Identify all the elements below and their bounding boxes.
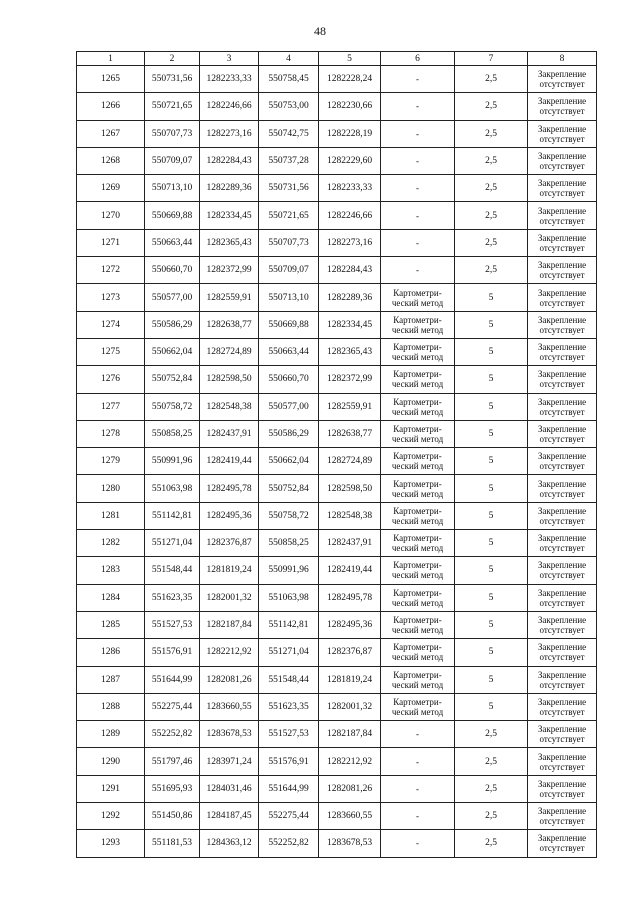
coord-cell: 550742,75: [259, 120, 319, 147]
coord-cell: 551271,04: [145, 530, 200, 557]
point-number-cell: 1266: [77, 93, 145, 120]
method-cell: Картометри-ческий метод: [381, 530, 455, 557]
point-number-cell: 1284: [77, 584, 145, 611]
coord-cell: 1282495,78: [319, 584, 381, 611]
note-cell: Закрепление отсутствует: [528, 311, 597, 338]
accuracy-cell: 2,5: [455, 257, 528, 284]
coord-cell: 1281819,24: [200, 557, 259, 584]
table-row: [77, 639, 597, 666]
coord-cell: 1282284,43: [319, 257, 381, 284]
method-cell: -: [381, 66, 455, 93]
coord-cell: 1282081,26: [319, 775, 381, 802]
point-number-cell: 1268: [77, 147, 145, 174]
coord-cell: 550758,45: [259, 66, 319, 93]
accuracy-cell: 2,5: [455, 93, 528, 120]
table-row: [77, 393, 597, 420]
coord-cell: 550713,10: [259, 284, 319, 311]
coord-cell: 1282233,33: [319, 175, 381, 202]
coord-cell: 1282495,36: [200, 502, 259, 529]
accuracy-cell: 5: [455, 666, 528, 693]
method-cell: -: [381, 147, 455, 174]
note-cell: Закрепление отсутствует: [528, 830, 597, 857]
coord-cell: 550669,88: [259, 311, 319, 338]
table-row: [77, 175, 597, 202]
coord-cell: 1282273,16: [200, 120, 259, 147]
coord-cell: 550663,44: [259, 338, 319, 365]
note-cell: Закрепление отсутствует: [528, 584, 597, 611]
coord-cell: 1282334,45: [319, 311, 381, 338]
method-cell: -: [381, 257, 455, 284]
column-header: 3: [200, 52, 259, 66]
coord-cell: 550662,04: [259, 448, 319, 475]
coord-cell: 1282376,87: [319, 639, 381, 666]
coord-cell: 550731,56: [259, 175, 319, 202]
note-cell: Закрепление отсутствует: [528, 147, 597, 174]
coord-cell: 1282289,36: [319, 284, 381, 311]
coord-cell: 1284031,46: [200, 775, 259, 802]
coord-cell: 1282187,84: [200, 611, 259, 638]
coord-cell: 1283971,24: [200, 748, 259, 775]
coord-cell: 1282334,45: [200, 202, 259, 229]
coord-cell: 1282228,24: [319, 66, 381, 93]
coordinates-table: [76, 51, 597, 858]
coord-cell: 551548,44: [259, 666, 319, 693]
accuracy-cell: 5: [455, 584, 528, 611]
point-number-cell: 1290: [77, 748, 145, 775]
table-row: [77, 338, 597, 365]
coord-cell: 1282559,91: [200, 284, 259, 311]
accuracy-cell: 2,5: [455, 120, 528, 147]
table-row: [77, 584, 597, 611]
coord-cell: 550713,10: [145, 175, 200, 202]
table-row: [77, 830, 597, 857]
coord-cell: 1282365,43: [200, 229, 259, 256]
coord-cell: 1284363,12: [200, 830, 259, 857]
coord-cell: 550709,07: [259, 257, 319, 284]
accuracy-cell: 5: [455, 448, 528, 475]
coord-cell: 551623,35: [259, 693, 319, 720]
coord-cell: 550663,44: [145, 229, 200, 256]
accuracy-cell: 2,5: [455, 721, 528, 748]
coord-cell: 1282437,91: [319, 530, 381, 557]
coord-cell: 1282187,84: [319, 721, 381, 748]
note-cell: Закрепление отсутствует: [528, 475, 597, 502]
method-cell: -: [381, 803, 455, 830]
table-row: [77, 202, 597, 229]
coord-cell: 550577,00: [259, 393, 319, 420]
method-cell: Картометри-ческий метод: [381, 393, 455, 420]
point-number-cell: 1285: [77, 611, 145, 638]
note-cell: Закрепление отсутствует: [528, 693, 597, 720]
coord-cell: 1282495,78: [200, 475, 259, 502]
note-cell: Закрепление отсутствует: [528, 639, 597, 666]
method-cell: Картометри-ческий метод: [381, 338, 455, 365]
table-row: [77, 257, 597, 284]
note-cell: Закрепление отсутствует: [528, 502, 597, 529]
point-number-cell: 1265: [77, 66, 145, 93]
accuracy-cell: 2,5: [455, 229, 528, 256]
coord-cell: 1282598,50: [200, 366, 259, 393]
coord-cell: 551623,35: [145, 584, 200, 611]
point-number-cell: 1277: [77, 393, 145, 420]
accuracy-cell: 5: [455, 557, 528, 584]
table-row: [77, 557, 597, 584]
table-row: [77, 611, 597, 638]
accuracy-cell: 5: [455, 693, 528, 720]
coord-cell: 1282001,32: [319, 693, 381, 720]
table-row: [77, 666, 597, 693]
accuracy-cell: 2,5: [455, 147, 528, 174]
coord-cell: 551644,99: [145, 666, 200, 693]
coord-cell: 551063,98: [259, 584, 319, 611]
coord-cell: 552275,44: [145, 693, 200, 720]
coord-cell: 551797,46: [145, 748, 200, 775]
column-header: 2: [145, 52, 200, 66]
coord-cell: 1282273,16: [319, 229, 381, 256]
coord-cell: 1282419,44: [319, 557, 381, 584]
note-cell: Закрепление отсутствует: [528, 366, 597, 393]
table-row: [77, 229, 597, 256]
coord-cell: 550991,96: [145, 448, 200, 475]
coord-cell: 550586,29: [259, 420, 319, 447]
note-cell: Закрепление отсутствует: [528, 557, 597, 584]
coord-cell: 1281819,24: [319, 666, 381, 693]
coord-cell: 1282284,43: [200, 147, 259, 174]
method-cell: -: [381, 93, 455, 120]
accuracy-cell: 2,5: [455, 175, 528, 202]
method-cell: Картометри-ческий метод: [381, 366, 455, 393]
coord-cell: 550707,73: [259, 229, 319, 256]
coord-cell: 1282228,19: [319, 120, 381, 147]
table-row: [77, 775, 597, 802]
accuracy-cell: 5: [455, 611, 528, 638]
note-cell: Закрепление отсутствует: [528, 448, 597, 475]
accuracy-cell: 2,5: [455, 66, 528, 93]
note-cell: Закрепление отсутствует: [528, 202, 597, 229]
column-header: 5: [319, 52, 381, 66]
coord-cell: 550586,29: [145, 311, 200, 338]
point-number-cell: 1282: [77, 530, 145, 557]
table-row: [77, 803, 597, 830]
note-cell: Закрепление отсутствует: [528, 420, 597, 447]
coord-cell: 1282437,91: [200, 420, 259, 447]
method-cell: Картометри-ческий метод: [381, 502, 455, 529]
accuracy-cell: 2,5: [455, 830, 528, 857]
coord-cell: 551695,93: [145, 775, 200, 802]
coord-cell: 550721,65: [145, 93, 200, 120]
coord-cell: 550858,25: [145, 420, 200, 447]
coord-cell: 1282376,87: [200, 530, 259, 557]
point-number-cell: 1287: [77, 666, 145, 693]
coord-cell: 550662,04: [145, 338, 200, 365]
coord-cell: 1282229,60: [319, 147, 381, 174]
point-number-cell: 1293: [77, 830, 145, 857]
coord-cell: 1282365,43: [319, 338, 381, 365]
method-cell: -: [381, 202, 455, 229]
accuracy-cell: 5: [455, 502, 528, 529]
coord-cell: 551063,98: [145, 475, 200, 502]
accuracy-cell: 5: [455, 366, 528, 393]
note-cell: Закрепление отсутствует: [528, 666, 597, 693]
accuracy-cell: 5: [455, 311, 528, 338]
table-row: [77, 475, 597, 502]
method-cell: Картометри-ческий метод: [381, 639, 455, 666]
coord-cell: 1284187,45: [200, 803, 259, 830]
column-header: 8: [528, 52, 597, 66]
note-cell: Закрепление отсутствует: [528, 66, 597, 93]
point-number-cell: 1278: [77, 420, 145, 447]
table-row: [77, 147, 597, 174]
coord-cell: 1282233,33: [200, 66, 259, 93]
point-number-cell: 1273: [77, 284, 145, 311]
coord-cell: 550660,70: [145, 257, 200, 284]
table-row: [77, 366, 597, 393]
accuracy-cell: 2,5: [455, 775, 528, 802]
coord-cell: 1282724,89: [319, 448, 381, 475]
note-cell: Закрепление отсутствует: [528, 721, 597, 748]
coord-cell: 550669,88: [145, 202, 200, 229]
coord-cell: 550758,72: [259, 502, 319, 529]
coord-cell: 1282289,36: [200, 175, 259, 202]
point-number-cell: 1286: [77, 639, 145, 666]
method-cell: Картометри-ческий метод: [381, 475, 455, 502]
point-number-cell: 1270: [77, 202, 145, 229]
accuracy-cell: 2,5: [455, 803, 528, 830]
coord-cell: 1282230,66: [319, 93, 381, 120]
coord-cell: 550660,70: [259, 366, 319, 393]
note-cell: Закрепление отсутствует: [528, 120, 597, 147]
note-cell: Закрепление отсутствует: [528, 748, 597, 775]
coord-cell: 550752,84: [259, 475, 319, 502]
coord-cell: 1282419,44: [200, 448, 259, 475]
coord-cell: 551142,81: [145, 502, 200, 529]
note-cell: Закрепление отсутствует: [528, 175, 597, 202]
coord-cell: 551548,44: [145, 557, 200, 584]
note-cell: Закрепление отсутствует: [528, 393, 597, 420]
coord-cell: 551576,91: [145, 639, 200, 666]
point-number-cell: 1276: [77, 366, 145, 393]
accuracy-cell: 5: [455, 393, 528, 420]
coord-cell: 550721,65: [259, 202, 319, 229]
point-number-cell: 1271: [77, 229, 145, 256]
table-row: [77, 448, 597, 475]
coord-cell: 1282372,99: [200, 257, 259, 284]
coord-cell: 1282638,77: [200, 311, 259, 338]
method-cell: Картометри-ческий метод: [381, 611, 455, 638]
method-cell: -: [381, 229, 455, 256]
method-cell: Картометри-ческий метод: [381, 584, 455, 611]
method-cell: -: [381, 830, 455, 857]
table-row: [77, 748, 597, 775]
coord-cell: 1282246,66: [200, 93, 259, 120]
coord-cell: 1282372,99: [319, 366, 381, 393]
column-header: 6: [381, 52, 455, 66]
coord-cell: 551644,99: [259, 775, 319, 802]
point-number-cell: 1292: [77, 803, 145, 830]
coord-cell: 1282001,32: [200, 584, 259, 611]
coord-cell: 550707,73: [145, 120, 200, 147]
coord-cell: 1282638,77: [319, 420, 381, 447]
point-number-cell: 1291: [77, 775, 145, 802]
coord-cell: 551527,53: [259, 721, 319, 748]
table-row: [77, 721, 597, 748]
method-cell: -: [381, 775, 455, 802]
note-cell: Закрепление отсутствует: [528, 338, 597, 365]
coord-cell: 551142,81: [259, 611, 319, 638]
coord-cell: 550758,72: [145, 393, 200, 420]
coord-cell: 1283660,55: [319, 803, 381, 830]
column-header: 4: [259, 52, 319, 66]
method-cell: Картометри-ческий метод: [381, 666, 455, 693]
table-header-row: [77, 52, 597, 66]
accuracy-cell: 2,5: [455, 748, 528, 775]
point-number-cell: 1272: [77, 257, 145, 284]
coord-cell: 1282212,92: [319, 748, 381, 775]
point-number-cell: 1279: [77, 448, 145, 475]
note-cell: Закрепление отсутствует: [528, 93, 597, 120]
coord-cell: 1282548,38: [319, 502, 381, 529]
column-header: 1: [77, 52, 145, 66]
coord-cell: 550731,56: [145, 66, 200, 93]
note-cell: Закрепление отсутствует: [528, 257, 597, 284]
coord-cell: 550709,07: [145, 147, 200, 174]
coord-cell: 552252,82: [145, 721, 200, 748]
table-row: [77, 502, 597, 529]
table-row: [77, 93, 597, 120]
point-number-cell: 1267: [77, 120, 145, 147]
coord-cell: 1282081,26: [200, 666, 259, 693]
method-cell: Картометри-ческий метод: [381, 420, 455, 447]
table-body: [77, 66, 597, 858]
coord-cell: 551181,53: [145, 830, 200, 857]
method-cell: Картометри-ческий метод: [381, 693, 455, 720]
note-cell: Закрепление отсутствует: [528, 530, 597, 557]
accuracy-cell: 5: [455, 338, 528, 365]
method-cell: -: [381, 175, 455, 202]
accuracy-cell: 5: [455, 420, 528, 447]
coord-cell: 551450,86: [145, 803, 200, 830]
note-cell: Закрепление отсутствует: [528, 611, 597, 638]
table-row: [77, 420, 597, 447]
coord-cell: 550753,00: [259, 93, 319, 120]
coord-cell: 550991,96: [259, 557, 319, 584]
coord-cell: 1282495,36: [319, 611, 381, 638]
table-row: [77, 311, 597, 338]
method-cell: Картометри-ческий метод: [381, 311, 455, 338]
table-row: [77, 530, 597, 557]
method-cell: -: [381, 721, 455, 748]
coord-cell: 550737,28: [259, 147, 319, 174]
coord-cell: 550858,25: [259, 530, 319, 557]
point-number-cell: 1280: [77, 475, 145, 502]
accuracy-cell: 5: [455, 530, 528, 557]
column-header: 7: [455, 52, 528, 66]
note-cell: Закрепление отсутствует: [528, 229, 597, 256]
coord-cell: 1283678,53: [319, 830, 381, 857]
point-number-cell: 1288: [77, 693, 145, 720]
method-cell: Картометри-ческий метод: [381, 448, 455, 475]
accuracy-cell: 5: [455, 284, 528, 311]
coord-cell: 550752,84: [145, 366, 200, 393]
coord-cell: 551576,91: [259, 748, 319, 775]
point-number-cell: 1269: [77, 175, 145, 202]
note-cell: Закрепление отсутствует: [528, 803, 597, 830]
coord-cell: 1282212,92: [200, 639, 259, 666]
point-number-cell: 1289: [77, 721, 145, 748]
coord-cell: 552275,44: [259, 803, 319, 830]
coord-cell: 552252,82: [259, 830, 319, 857]
coord-cell: 1282548,38: [200, 393, 259, 420]
point-number-cell: 1281: [77, 502, 145, 529]
note-cell: Закрепление отсутствует: [528, 284, 597, 311]
accuracy-cell: 5: [455, 639, 528, 666]
coord-cell: 1282598,50: [319, 475, 381, 502]
coord-cell: 1283660,55: [200, 693, 259, 720]
coord-cell: 551271,04: [259, 639, 319, 666]
method-cell: Картометри-ческий метод: [381, 284, 455, 311]
coord-cell: 1282724,89: [200, 338, 259, 365]
coord-cell: 551527,53: [145, 611, 200, 638]
point-number-cell: 1283: [77, 557, 145, 584]
method-cell: -: [381, 120, 455, 147]
coord-cell: 550577,00: [145, 284, 200, 311]
page-number: 48: [314, 24, 326, 38]
point-number-cell: 1274: [77, 311, 145, 338]
method-cell: Картометри-ческий метод: [381, 557, 455, 584]
accuracy-cell: 5: [455, 475, 528, 502]
note-cell: Закрепление отсутствует: [528, 775, 597, 802]
table-row: [77, 284, 597, 311]
table-row: [77, 66, 597, 93]
accuracy-cell: 2,5: [455, 202, 528, 229]
table-row: [77, 693, 597, 720]
coord-cell: 1282246,66: [319, 202, 381, 229]
method-cell: -: [381, 748, 455, 775]
coord-cell: 1283678,53: [200, 721, 259, 748]
coord-cell: 1282559,91: [319, 393, 381, 420]
point-number-cell: 1275: [77, 338, 145, 365]
table-row: [77, 120, 597, 147]
